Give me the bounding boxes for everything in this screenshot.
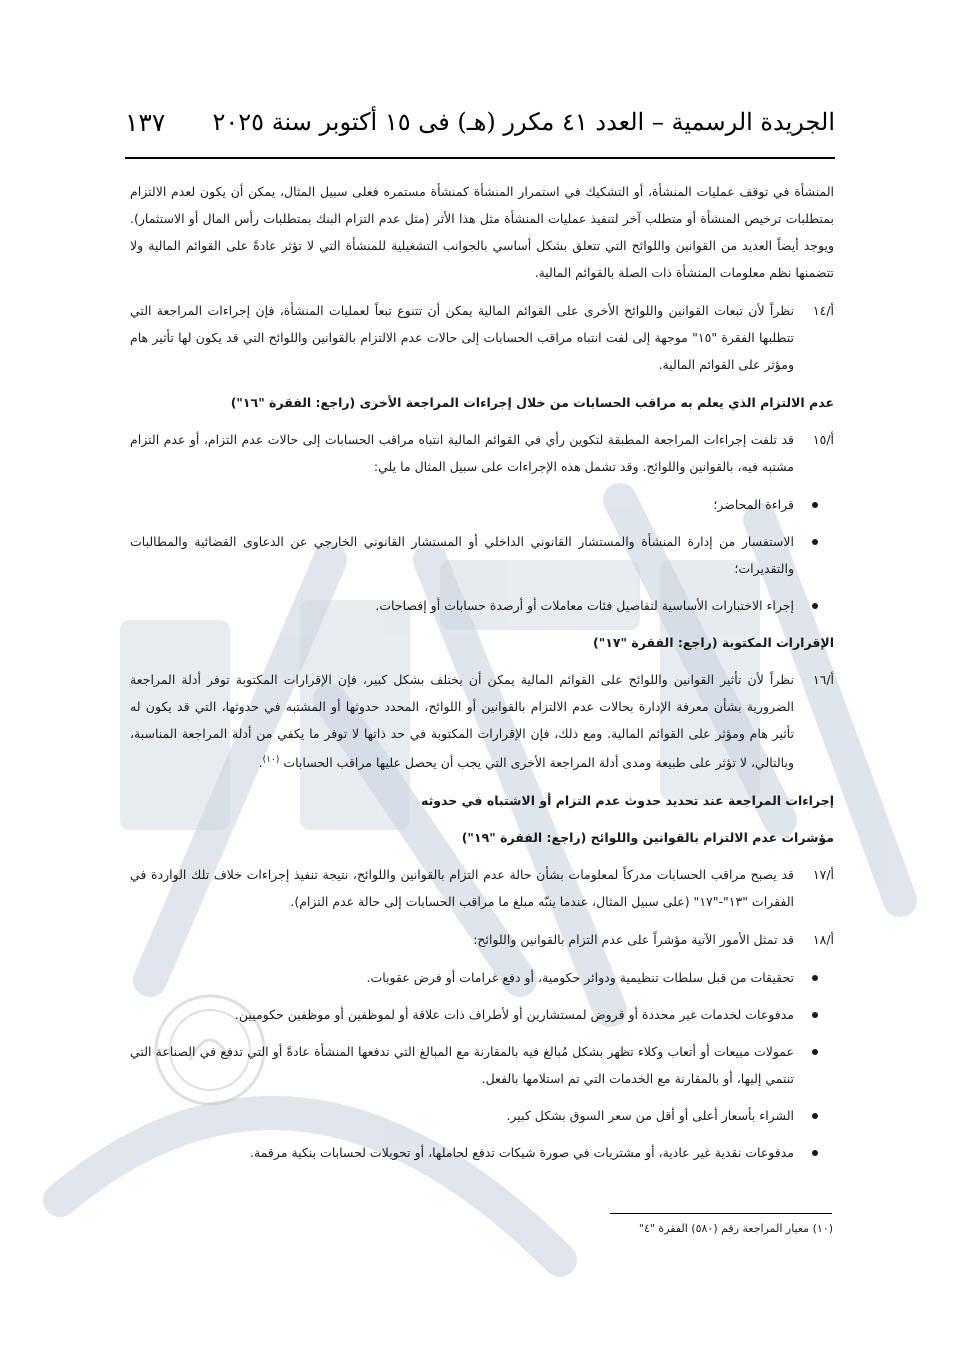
- list-item: [130, 1001, 834, 1028]
- list-item: [130, 1102, 834, 1129]
- paragraph-a17: [130, 861, 834, 915]
- paragraph-a14: [130, 297, 834, 378]
- bullet-icon: [812, 502, 818, 508]
- list-item-text: تحقيقات من قبل سلطات تنظيمية ودوائر حكومية، أو دفع غرامات أو فرض عقوبات.: [366, 970, 794, 986]
- paragraph-text: نظراً لأن تأثير القوانين واللوائح على القوائم المالية يمكن أن يختلف بشكل كبير، فإن الإقرارات المكتوبة توفر أدلة المراجعة الضرورية بشأن معرفة الإدارة بحالات عدم الالتزام بالقوانين أو اللوائح، المحدد حدوثها أو المشتبه في حدوثها، التي قد يكون له تأثير هام ومؤثر على القوائم المالية. ومع ذلك، فإن الإقرارات المكتوبة في حد ذاتها لا توفر ما يكفي من أدلة المراجعة المناسبة، وبالتالي، لا تؤثر على طبيعة ومدى أدلة المراجعة الأخرى التي يجب أن يحصل عليها مراقب الحسابات $^{(١٠)}$.: [130, 672, 794, 771]
- list-item: [130, 1038, 834, 1092]
- paragraph-a18: [130, 926, 834, 953]
- list-item: [130, 964, 834, 991]
- bullet-icon: [812, 603, 818, 609]
- list-item: [130, 491, 834, 518]
- footnote-reference: (١٠): [262, 755, 280, 765]
- bullet-icon: [812, 1049, 818, 1055]
- list-item: [130, 592, 834, 619]
- section-heading-audit-procedures: إجراءات المراجعة عند تحديد حدوث عدم التزام أو الاشتباه في حدوثه: [421, 793, 834, 809]
- list-item-text: مدفوعات نقدية غير عادية، أو مشتريات في صورة شيكات تدفع لحاملها، أو تحويلات لحسابات بنكية مرقمة.: [250, 1145, 794, 1161]
- paragraph-number: أ/١٤: [812, 303, 834, 318]
- footnote-divider: [610, 1213, 832, 1214]
- section-heading-written-representations: الإقرارات المكتوبة (راجع: الفقرة "١٧"): [592, 635, 834, 650]
- document-body: [130, 178, 834, 1176]
- bullet-icon: [812, 1113, 818, 1119]
- paragraph-text: نظراً لأن تبعات القوانين واللوائح الأخرى على القوائم المالية يمكن أن تتنوع تبعاً لعمليات المنشأة، فإن إجراءات المراجعة التي تتطلبها الفقرة "١٥" موجهة إلى لفت انتباه مراقب الحسابات إلى حالات عدم الالتزام بالقوانين واللوائح التي قد يكون لها تأثير هام ومؤثر على القوائم المالية.: [130, 303, 794, 372]
- bullet-list-indicators: [130, 964, 834, 1166]
- footnote: (١٠) معيار المراجعة رقم (٥٨٠) الفقرة "٤": [638, 1222, 833, 1235]
- bullet-list-procedures: [130, 491, 834, 619]
- intro-paragraph: المنشأة في توقف عمليات المنشأة، أو التشكيك في استمرار المنشأة كمنشأة مستمره فعلى سبيل المثال، يمكن أن يكون لعدم الالتزام بمتطلبات ترخيص المنشأة أو متطلب آخر لتنفيذ عمليات المنشأة مثل هذا الأثر (مثل عدم التزام البنك بمتطلبات رأس المال أو الاستثمار). ويوجد أيضاً العديد من القوانين واللوائح التي تتعلق بشكل أساسي بالجوانب التشغيلية للمنشأة التي لا تؤثر عادةً على القوائم المالية ولا تتضمنها نظم معلومات المنشأة ذات الصلة بالقوائم المالية.: [130, 184, 834, 280]
- paragraph-a16: [130, 666, 834, 776]
- list-item: [130, 528, 834, 582]
- bullet-icon: [812, 1150, 818, 1156]
- paragraph-body: نظراً لأن تأثير القوانين واللوائح على القوائم المالية يمكن أن يختلف بشكل كبير، فإن الإقرارات المكتوبة توفر أدلة المراجعة الضرورية بشأن معرفة الإدارة بحالات عدم الالتزام بالقوانين أو اللوائح، المحدد حدوثها أو المشتبه في حدوثها، التي قد يكون له تأثير هام ومؤثر على القوائم المالية. ومع ذلك، فإن الإقرارات المكتوبة في حد ذاتها لا توفر ما يكفي من أدلة المراجعة المناسبة، وبالتالي، لا تؤثر على طبيعة ومدى أدلة المراجعة الأخرى التي يجب أن يحصل عليها مراقب الحسابات: [130, 672, 794, 771]
- gazette-title: الجريدة الرسمية – العدد ٤١ مكرر (هـ) فى ١٥ أكتوبر سنة ٢٠٢٥: [212, 108, 835, 136]
- paragraph-number: أ/١٧: [812, 867, 834, 883]
- paragraph-text: قد تمثل الأمور الآتية مؤشراً على عدم التزام بالقوانين واللوائح:: [473, 932, 794, 948]
- bullet-icon: [812, 1012, 818, 1018]
- list-item: [130, 1139, 834, 1166]
- list-item-text: مدفوعات لخدمات غير محددة أو قروض لمستشارين أو لأطراف ذات علاقة أو لموظفين أو موظفين حكوميين.: [234, 1007, 794, 1023]
- page-header: [125, 108, 835, 154]
- section-heading-indicators: مؤشرات عدم الالتزام بالقوانين واللوائح (راجع: الفقرة "١٩"): [461, 830, 834, 846]
- paragraph-a15: [130, 426, 834, 480]
- paragraph-text: قد تلفت إجراءات المراجعة المطبقة لتكوين رأي في القوائم المالية انتباه مراقب الحسابات إلى حالات عدم التزام، أو عدم التزام مشتبه فيه، بالقوانين واللوائح. وقد تشمل هذه الإجراءات على سبيل المثال ما يلي:: [130, 432, 794, 474]
- page-number: ١٣٧: [125, 108, 166, 137]
- section-heading-non-compliance: عدم الالتزام الذي يعلم به مراقب الحسابات من خلال إجراءات المراجعة الأخرى (راجع: الفقرة "١٦"): [230, 395, 834, 410]
- header-divider: [125, 157, 835, 159]
- list-item-text: الاستفسار من إدارة المنشأة والمستشار القانوني الداخلي أو المستشار القانوني الخارجي عن الدعاوى القضائية والمطالبات والتقديرات؛: [130, 534, 794, 576]
- paragraph-text: قد يصبح مراقب الحسابات مدركاً لمعلومات بشأن حالة عدم التزام بالقوانين واللوائح، نتيجة تنفيذ إجراءات خلاف تلك الواردة في الفقرات "١٣"-"١٧" (على سبيل المثال، عندما ينبّه مبلغ ما مراقب الحسابات إلى حالة عدم التزام).: [130, 867, 794, 910]
- bullet-icon: [812, 975, 818, 981]
- list-item-text: قراءة المحاضر؛: [713, 497, 794, 512]
- bullet-icon: [812, 539, 818, 545]
- list-item-text: عمولات مبيعات أو أتعاب وكلاء تظهر بشكل مُبالغ فيه بالمقارنة مع المبالغ التي تدفعها المنشأة عادةً أو التي تدفع في الصناعة التي تنتمي إليها، أو بالمقارنة مع الخدمات التي تم استلامها بالفعل.: [130, 1044, 794, 1087]
- list-item-text: الشراء بأسعار أعلى أو أقل من سعر السوق بشكل كبير.: [506, 1108, 794, 1124]
- paragraph-number: أ/١٨: [812, 932, 834, 948]
- paragraph-number: أ/١٥: [812, 432, 834, 447]
- list-item-text: إجراء الاختبارات الأساسية لتفاصيل فئات معاملات أو أرصدة حسابات أو إفصاحات.: [375, 598, 794, 613]
- paragraph-number: أ/١٦: [812, 672, 834, 687]
